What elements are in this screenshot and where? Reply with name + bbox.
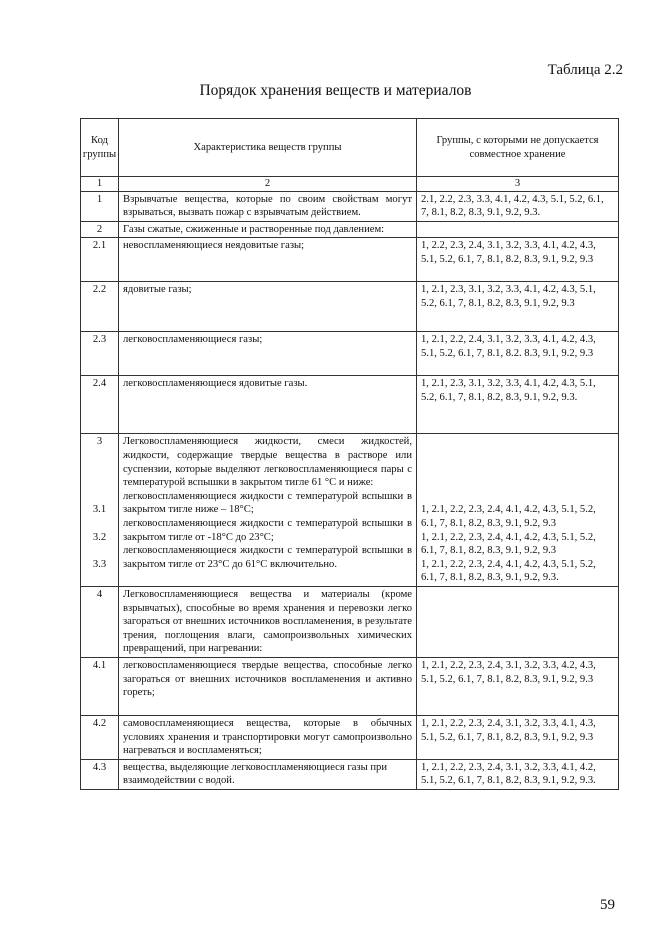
- group-characteristic: Взрывчатые вещества, которые по своим свойствам могут взрываться, вызвать пожар с взрывчатым действием.: [119, 191, 417, 221]
- group-characteristic: легковоспламеняющиеся твердые вещества, способные легко загораться от внешних источников воспламенения и активно гореть;: [119, 657, 417, 715]
- subgroup-characteristic: легковоспламеняющиеся жидкости с температурой вспышки в закрытом тигле ниже – 18°С;: [123, 490, 412, 516]
- column-number: 1: [81, 177, 119, 192]
- incompatible-groups: 1, 2.1, 2.2, 2.3, 2.4, 3.1, 3.2, 3.3, 4.2, 4.3, 5.1, 5.2, 6.1, 7, 8.1, 8.2, 8.3, 9.1, 9.2, 9.3: [417, 657, 619, 715]
- table-row: [81, 376, 619, 434]
- table-row: [81, 586, 619, 657]
- incompatible-groups: 1, 2.1, 2.2, 2.3, 2.4, 4.1, 4.2, 4.3, 5.1, 5.2, 6.1, 7, 8.1, 8.2, 8.3, 9.1, 9.2, 9.3: [421, 504, 596, 529]
- table-row: [81, 759, 619, 789]
- group-characteristic: вещества, выделяющие легковоспламеняющиеся газы при взаимодействии с водой.: [119, 759, 417, 789]
- table-row: [81, 715, 619, 759]
- incompatible-groups: [417, 221, 619, 238]
- group-code: 4.3: [81, 759, 119, 789]
- column-number: 3: [417, 177, 619, 192]
- incompatible-groups: 1, 2.1, 2.3, 3.1, 3.2, 3.3, 4.1, 4.2, 4.3, 5.1, 5.2, 6.1, 7, 8.1, 8.2, 8.3, 9.1, 9.2, 9.3: [417, 282, 619, 332]
- table-caption: Таблица 2.2: [547, 62, 623, 78]
- table-row: [81, 332, 619, 376]
- incompatible-groups: 1, 2.1, 2.2, 2.3, 2.4, 4.1, 4.2, 4.3, 5.1, 5.2, 6.1, 7, 8.1, 8.2, 8.3, 9.1, 9.2, 9.3.: [421, 558, 596, 584]
- group-code: 2.1: [81, 238, 119, 282]
- group-characteristic: Легковоспламеняющиеся жидкости, смеси жидкостей, жидкости, содержащие твердые вещества в растворе или суспензии, которые выделяют легковоспламеняющиеся пары с температурой вспышки в закрытом тигле 61 °С и ниже:: [123, 436, 412, 489]
- subgroup-characteristic: легковоспламеняющиеся жидкости с температурой вспышки в закрытом тигле от -18°С до 23°С;: [123, 517, 412, 543]
- table-row: [81, 434, 619, 587]
- group-code: 4: [81, 586, 119, 657]
- group-characteristic: Газы сжатые, сжиженные и растворенные под давлением:: [119, 221, 417, 238]
- table-row: [81, 221, 619, 238]
- incompatible-groups: 2.1, 2.2, 2.3, 3.3, 4.1, 4.2, 4.3, 5.1, 5.2, 6.1, 7, 8.1, 8.2, 8.3, 9.1, 9.2, 9.3.: [417, 191, 619, 221]
- numbering-row: [81, 177, 619, 192]
- table-row: [81, 657, 619, 715]
- table-row: [81, 238, 619, 282]
- group-code: 3.3: [92, 559, 107, 571]
- group-characteristic: Легковоспламеняющиеся вещества и материалы (кроме взрывчатых), способные во время хранения и перевозки легко загораться от внешних источников воспламенения, в результате трения, поглощения влаги, самопроизвольных химических превращений, при нагревании:: [119, 586, 417, 657]
- subgroup-characteristic: легковоспламеняющиеся жидкости с температурой вспышки в закрытом тигле от 23°С до 61°С включительно.: [123, 545, 412, 570]
- page-number: 59: [600, 897, 615, 913]
- group-code: 2.3: [81, 332, 119, 376]
- group-characteristic: ядовитые газы;: [119, 282, 417, 332]
- group-code: 2.4: [81, 376, 119, 434]
- incompatible-groups-cell: [417, 434, 619, 587]
- group-code: 4.2: [81, 715, 119, 759]
- group-code: 3: [96, 436, 103, 448]
- incompatible-groups: [417, 586, 619, 657]
- header-incompatible-groups: Группы, с которыми не допускается совместное хранение: [417, 119, 619, 177]
- incompatible-groups: 1, 2.1, 2.2, 2.3, 2.4, 3.1, 3.2, 3.3, 4.1, 4.2, 5.1, 5.2, 6.1, 7, 8.1, 8.2, 8.3, 9.1, 9.2, 9.3.: [417, 759, 619, 789]
- incompatible-groups: 1, 2.1, 2.3, 3.1, 3.2, 3.3, 4.1, 4.2, 4.3, 5.1, 5.2, 6.1, 7, 8.1, 8.2, 8.3, 9.1, 9.2, 9.3.: [417, 376, 619, 434]
- group-code: 3.1: [92, 503, 107, 515]
- incompatible-groups: 1, 2.1, 2.2, 2.4, 3.1, 3.2, 3.3, 4.1, 4.2, 4.3, 5.1, 5.2, 6.1, 7, 8.1, 8.2. 8.3, 9.1, 9.2, 9.3: [417, 332, 619, 376]
- incompatible-groups: 1, 2.1, 2.2, 2.3, 2.4, 3.1, 3.2, 3.3, 4.1, 4.3, 5.1, 5.2, 6.1, 7, 8.1, 8.2, 8.3, 9.1, 9.2, 9.3: [417, 715, 619, 759]
- incompatible-groups: 1, 2.1, 2.2, 2.3, 2.4, 4.1, 4.2, 4.3, 5.1, 5.2, 6.1, 7, 8.1, 8.2, 8.3, 9.1, 9.2, 9.3: [421, 531, 596, 557]
- column-number: 2: [119, 177, 417, 192]
- group-code: 4.1: [81, 657, 119, 715]
- table-row: [81, 191, 619, 221]
- header-characteristic: Характеристика веществ группы: [119, 119, 417, 177]
- table-row: [81, 282, 619, 332]
- group-characteristic: легковоспламеняющиеся ядовитые газы.: [119, 376, 417, 434]
- header-code: Код группы: [81, 119, 119, 177]
- group-characteristic: невоспламеняющиеся неядовитые газы;: [119, 238, 417, 282]
- group-characteristic-cell: [119, 434, 417, 587]
- table-title: Порядок хранения веществ и материалов: [199, 82, 472, 99]
- group-code: 1: [81, 191, 119, 221]
- group-code: 2: [81, 221, 119, 238]
- group-characteristic: самовоспламеняющиеся вещества, которые в обычных условиях хранения и транспортировки могут самопроизвольно нагреваться и воспламеняться;: [119, 715, 417, 759]
- group-code: 2.2: [81, 282, 119, 332]
- group-code: 3.2: [92, 531, 107, 543]
- group-characteristic: легковоспламеняющиеся газы;: [119, 332, 417, 376]
- group-code-cell: [81, 434, 119, 587]
- header-row: [81, 119, 619, 177]
- incompatible-groups: 1, 2.2, 2.3, 2.4, 3.1, 3.2, 3.3, 4.1, 4.2, 4.3, 5.1, 5.2, 6.1, 7, 8.1, 8.2, 8.3, 9.1, 9.2, 9.3: [417, 238, 619, 282]
- storage-table: [80, 118, 619, 790]
